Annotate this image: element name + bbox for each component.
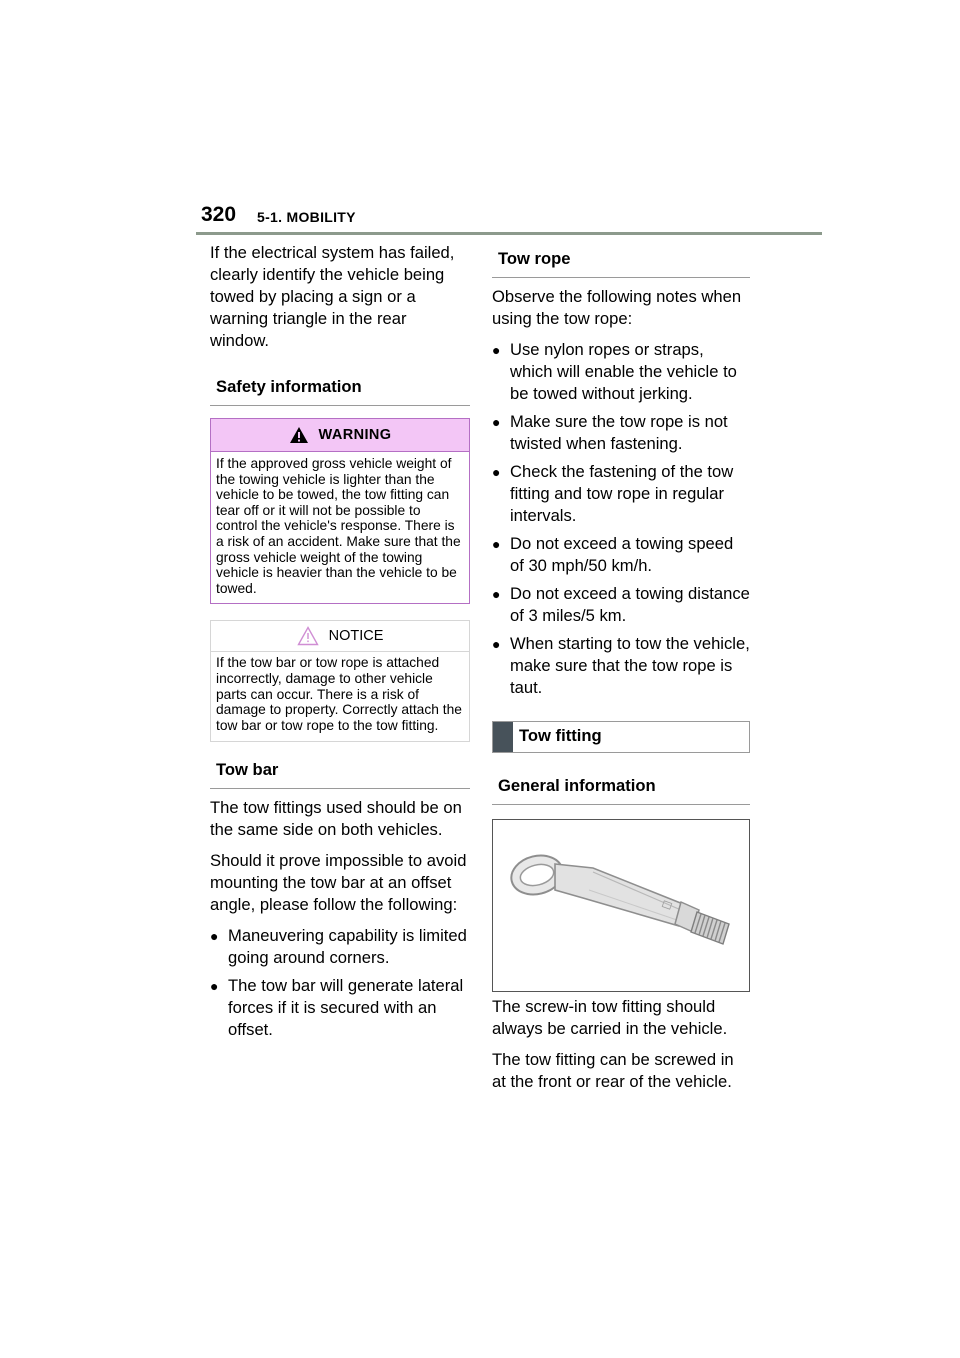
list-item: ● Use nylon ropes or straps, which will enable the vehicle to be towed without jerking. [492,340,737,403]
left-column [210,242,470,1047]
warning-triangle-icon [289,426,309,444]
notice-box [210,620,470,742]
tow-fitting-heading-text: Tow fitting [519,726,602,745]
tow-fitting-heading [492,721,750,753]
header-rule [196,232,822,235]
right-column [492,242,750,1102]
section-title: 5-1. MOBILITY [257,209,356,225]
warning-label: WARNING [318,427,392,443]
warning-header [211,419,469,452]
list-item: ● Do not exceed a towing speed of 30 mph/50 km/h. [492,534,734,575]
bullet-icon: ● [210,928,219,945]
tow-fitting-illustration [492,819,750,992]
caution-triangle-icon [297,626,319,646]
tow-fitting-paragraph-1: The screw-in tow fitting should always be carried in the vehicle. [492,997,728,1038]
notice-label: NOTICE [328,628,384,645]
tow-bar-paragraph-1: The tow fittings used should be on the same side on both vehicles. [210,798,462,840]
tow-fitting-icon [493,820,749,991]
notice-text: If the tow bar or tow rope is attached incorrectly, damage to other vehicle parts can occur. There is a risk of damage to property. Correctly attach the tow bar or tow rope to the tow fitting. [216,655,462,733]
warning-text: If the approved gross vehicle weight of the towing vehicle is lighter than the vehicle to be towed, the tow fitting can tear off or it will not be possible to control the vehicle's response. There is a risk of an accident. Make sure that the gross vehicle weight of the towing vehicle is heavier than the vehicle to be towed. [216,456,461,596]
tow-bar-bullet-list [210,925,470,1041]
bullet-icon: ● [492,586,501,602]
list-item: ● Maneuvering capability is limited going around corners. [210,926,467,968]
bullet-icon: ● [492,464,501,480]
warning-box [210,418,470,604]
page-number: 320 [201,203,237,226]
intro-paragraph: If the electrical system has failed, clearly identify the vehicle being towed by placing a sign or a warning triangle in the rear window. [210,243,455,350]
bullet-icon: ● [210,978,219,995]
heading-marker [493,722,513,752]
bullet-icon: ● [492,414,501,430]
list-item: ● Check the fastening of the tow fitting and tow rope in regular intervals. [492,462,734,525]
list-item: ● Do not exceed a towing distance of 3 miles/5 km. [492,584,750,625]
bullet-icon: ● [492,536,501,552]
list-item: ● When starting to tow the vehicle, make sure that the tow rope is taut. [492,634,750,697]
list-item: ● Make sure the tow rope is not twisted when fastening. [492,412,728,453]
tow-rope-heading: Tow rope [492,242,750,278]
safety-information-heading: Safety information [210,376,470,406]
tow-rope-intro: Observe the following notes when using the tow rope: [492,287,742,328]
tow-bar-paragraph-2: Should it prove impossible to avoid mounting the tow bar at an offset angle, please follow the following: [210,851,467,915]
bullet-icon: ● [492,342,501,358]
notice-header [211,621,469,652]
tow-bar-heading: Tow bar [210,759,470,789]
general-information-heading: General information [492,775,750,805]
bullet-icon: ● [492,636,501,652]
tow-fitting-paragraph-2: The tow fitting can be screwed in at the front or rear of the vehicle. [492,1050,734,1091]
tow-rope-bullet-list [492,339,750,699]
list-item: ● The tow bar will generate lateral forces if it is secured with an offset. [210,976,464,1040]
